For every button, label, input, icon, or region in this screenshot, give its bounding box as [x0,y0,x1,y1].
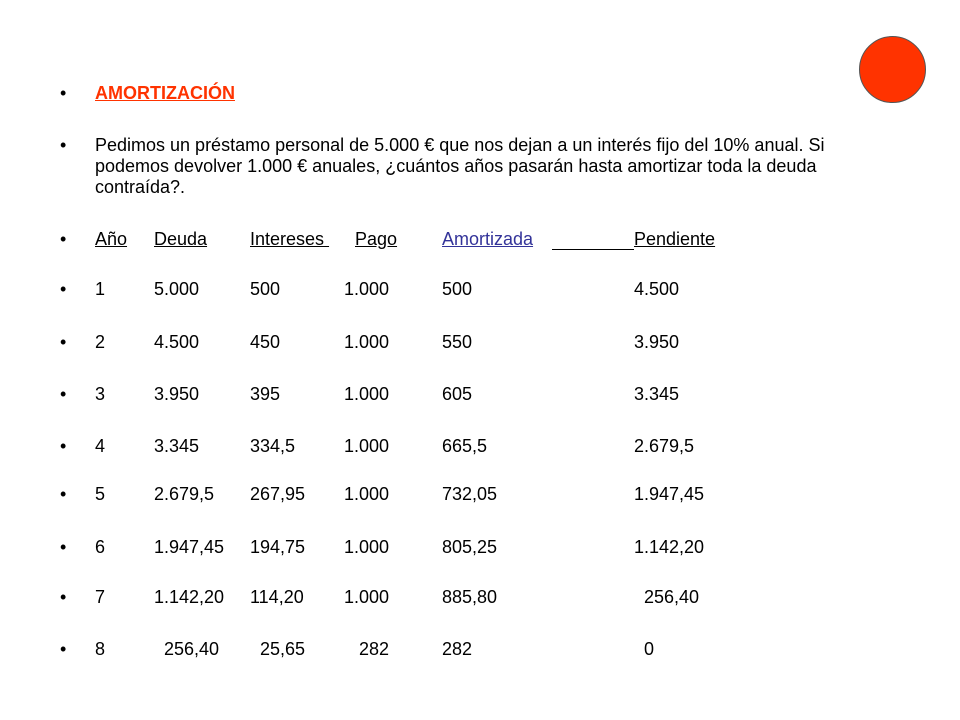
cell-intereses: 114,20 [250,587,304,607]
cell-amortizada: 282 [442,639,473,659]
bullet: • [60,537,67,557]
cell-intereses: 395 [250,384,281,404]
bullet: • [60,332,67,352]
bullet: • [60,436,67,456]
header-amortizada: Amortizada [442,229,534,249]
cell-pendiente: 0 [634,639,655,659]
red-circle [859,36,926,103]
header-pago: Pago [355,229,398,249]
header-ano: Año [95,229,128,249]
cell-ano: 5 [95,484,106,504]
cell-ano: 4 [95,436,106,456]
cell-intereses: 267,95 [250,484,306,504]
cell-deuda: 2.679,5 [154,484,215,504]
table-header [0,229,960,251]
cell-amortizada: 500 [442,279,473,299]
cell-ano: 1 [95,279,106,299]
cell-amortizada: 605 [442,384,473,404]
cell-pendiente: 256,40 [634,587,700,607]
table-row [0,436,960,458]
cell-pago: 1.000 [344,484,390,504]
cell-pago: 1.000 [344,332,390,352]
cell-deuda: 1.142,20 [154,587,225,607]
table-row [0,537,960,559]
table-row [0,279,960,301]
bullet: • [60,587,67,607]
page-title: AMORTIZACIÓN [95,83,235,103]
cell-amortizada: 732,05 [442,484,498,504]
bullet: • [60,135,67,155]
bullet: • [60,279,67,299]
header-deuda: Deuda [154,229,208,249]
bullet: • [60,229,67,249]
cell-intereses: 25,65 [250,639,306,659]
cell-amortizada: 665,5 [442,436,488,456]
header-intereses: Intereses [250,229,330,249]
cell-pendiente: 3.950 [634,332,680,352]
cell-deuda: 5.000 [154,279,200,299]
cell-pendiente: 3.345 [634,384,680,404]
bullet: • [60,384,67,404]
cell-ano: 3 [95,384,106,404]
header-pendiente: Pendiente [634,229,716,249]
cell-pendiente: 4.500 [634,279,680,299]
cell-intereses: 194,75 [250,537,306,557]
cell-pendiente: 1.947,45 [634,484,705,504]
cell-amortizada: 550 [442,332,473,352]
cell-ano: 8 [95,639,106,659]
cell-pago: 1.000 [344,279,390,299]
cell-pago: 1.000 [344,537,390,557]
bullet: • [60,83,67,103]
cell-pago: 1.000 [344,436,390,456]
bullet: • [60,484,67,504]
table-row [0,384,960,406]
problem-statement: Pedimos un préstamo personal de 5.000 € que nos dejan a un interés fijo del 10% anual. Si podemos devolver 1.000 € anuales, ¿cuántos años pasarán hasta amortizar toda la deuda contraída?. [95,135,825,197]
table-row [0,332,960,354]
cell-ano: 6 [95,537,106,557]
cell-deuda: 3.345 [154,436,200,456]
cell-pago: 282 [344,639,390,659]
bullet: • [60,639,67,659]
cell-pendiente: 1.142,20 [634,537,705,557]
cell-intereses: 500 [250,279,281,299]
cell-deuda: 4.500 [154,332,200,352]
table-row [0,587,960,609]
table-row [0,639,960,661]
cell-pago: 1.000 [344,384,390,404]
cell-amortizada: 885,80 [442,587,498,607]
cell-amortizada: 805,25 [442,537,498,557]
cell-ano: 7 [95,587,106,607]
cell-pendiente: 2.679,5 [634,436,695,456]
cell-intereses: 450 [250,332,281,352]
table-row [0,484,960,506]
cell-ano: 2 [95,332,106,352]
cell-deuda: 1.947,45 [154,537,225,557]
header-underline-gap [552,229,634,250]
cell-deuda: 256,40 [154,639,220,659]
cell-intereses: 334,5 [250,436,296,456]
cell-pago: 1.000 [344,587,390,607]
cell-deuda: 3.950 [154,384,200,404]
